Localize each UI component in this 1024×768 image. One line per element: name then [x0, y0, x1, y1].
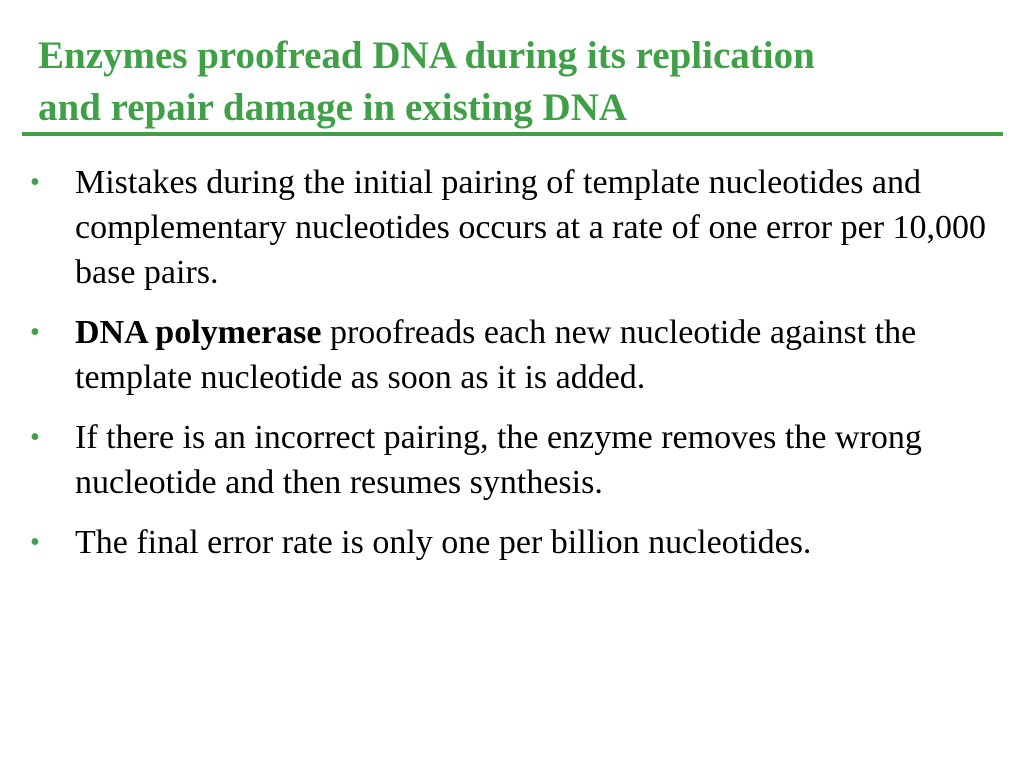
- slide-title: [38, 30, 998, 134]
- bullet-text: proofreads each new nucleotide against the template nucleotide as soon as it is added.: [75, 314, 917, 396]
- key-term: DNA polymerase: [75, 314, 322, 351]
- bullet-dot-icon: •: [30, 317, 40, 348]
- bullet-dot-icon: •: [30, 167, 40, 198]
- slide-title-line-2: and repair damage in existing DNA: [38, 86, 628, 129]
- bullet-list: [30, 160, 1005, 580]
- bullet-item-final-error-rate: [30, 520, 1005, 565]
- title-divider: [22, 132, 1003, 136]
- bullet-text: If there is an incorrect pairing, the enzyme removes the wrong nucleotide and then resumes synthesis.: [75, 419, 922, 501]
- bullet-text: The final error rate is only one per billion nucleotides.: [75, 524, 812, 561]
- slide-title-line-1: Enzymes proofread DNA during its replication: [38, 34, 815, 77]
- bullet-text: Mistakes during the initial pairing of template nucleotides and complementary nucleotides occurs at a rate of one error per 10,000 base pairs.: [75, 164, 987, 291]
- bullet-dot-icon: •: [30, 422, 40, 453]
- bullet-item-error-rate: [30, 160, 1005, 295]
- bullet-dot-icon: •: [30, 527, 40, 558]
- bullet-item-incorrect-pairing: [30, 415, 1005, 505]
- bullet-item-dna-polymerase: [30, 310, 1005, 400]
